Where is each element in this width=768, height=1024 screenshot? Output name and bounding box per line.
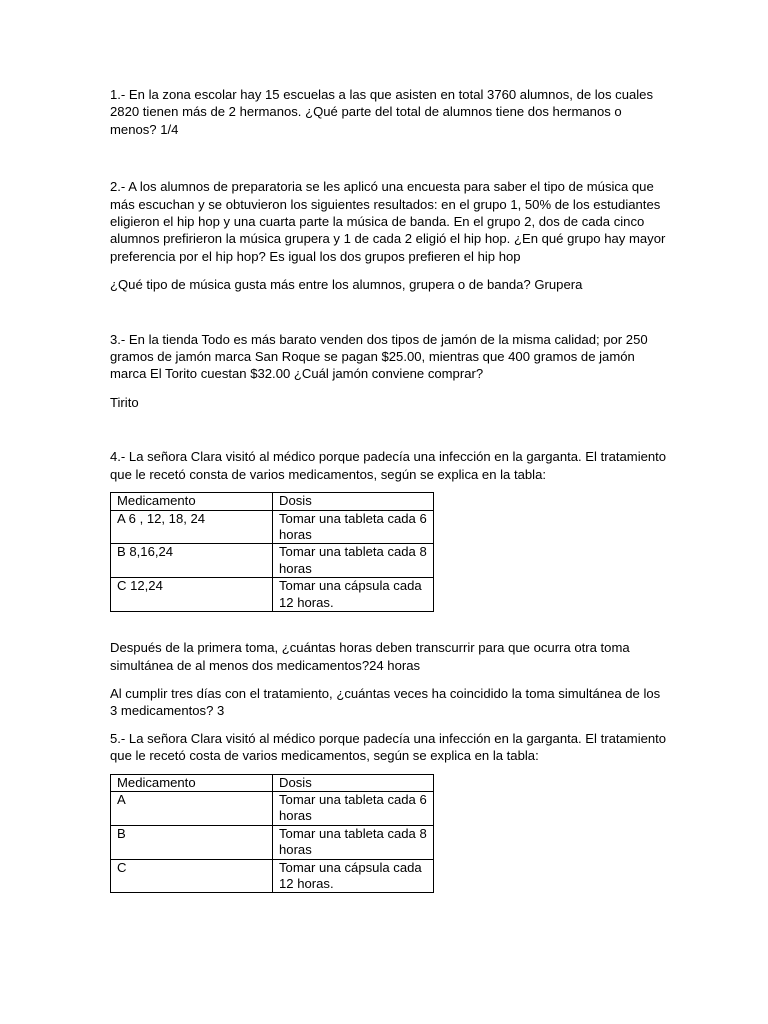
table-cell: C 12,24 [111, 578, 273, 612]
table-cell: A [111, 791, 273, 825]
question-3-answer: Tirito [110, 394, 139, 410]
question-4-followup-2: Al cumplir tres días con el tratamiento, ¿cuántas veces ha coincidido la toma simultánea de los 3 medicamentos? 3 [110, 685, 661, 719]
table-cell: Tomar una cápsula cada 12 horas. [273, 578, 434, 612]
table-header-cell: Dosis [273, 493, 434, 510]
table-row [111, 791, 434, 825]
table-cell: C [111, 859, 273, 893]
question-4-followup-1: Después de la primera toma, ¿cuántas horas deben transcurrir para que ocurra otra toma simultánea de al menos dos medicamentos?24 horas [110, 639, 630, 673]
table-row [111, 859, 434, 893]
table-row [111, 578, 434, 612]
table-cell: Tomar una tableta cada 8 horas [273, 825, 434, 859]
question-4: 4.- La señora Clara visitó al médico porque padecía una infección en la garganta. El tratamiento que le recetó consta de varios medicamentos, según se explica en la tabla: [110, 449, 667, 482]
question-5: 5.- La señora Clara visitó al médico porque padecía una infección en la garganta. El tratamiento que le recetó costa de varios medicamentos, según se explica en la tabla: [110, 730, 667, 764]
question-2-followup: ¿Qué tipo de música gusta más entre los alumnos, grupera o de banda? Grupera [110, 277, 583, 293]
table-row [111, 544, 434, 578]
table-cell: A 6 , 12, 18, 24 [111, 510, 273, 544]
table-row [111, 510, 434, 544]
table-cell: B 8,16,24 [111, 544, 273, 578]
table-row [111, 825, 434, 859]
table-cell: Tomar una tableta cada 6 horas [273, 510, 434, 544]
table-header-cell: Medicamento [111, 493, 273, 510]
medication-table-4 [110, 492, 434, 612]
medication-table-5 [110, 774, 434, 894]
table-cell: B [111, 825, 273, 859]
table-cell: Tomar una tableta cada 8 horas [273, 544, 434, 578]
document-page [110, 86, 670, 893]
table-header-cell: Dosis [273, 774, 434, 791]
question-3: 3.- En la tienda Todo es más barato venden dos tipos de jamón de la misma calidad; por 250 gramos de jamón marca San Roque se pagan $25.00, mientras que 400 gramos de jamón marca El Torito cuestan $32.00 ¿Cuál jamón conviene comprar? [110, 331, 648, 382]
table-cell: Tomar una cápsula cada 12 horas. [273, 859, 434, 893]
table-header-row [111, 493, 434, 510]
question-1: 1.- En la zona escolar hay 15 escuelas a las que asisten en total 3760 alumnos, de los cuales 2820 tienen más de 2 hermanos. ¿Qué parte del total de alumnos tiene dos hermanos o menos? 1/4 [110, 87, 654, 137]
question-2: 2.- A los alumnos de preparatoria se les aplicó una encuesta para saber el tipo de música que más escuchan y se obtuvieron los siguientes resultados: en el grupo 1, 50% de los estudiantes eligieron el hip hop y una cuarta parte la música de banda. En el grupo 2, dos de cada cinco alumnos prefirieron la música grupera y 1 de cada 2 eligió el hip hop. ¿En qué grupo hay mayor preferencia por el hip hop? Es igual los dos grupos prefieren el hip hop [110, 179, 666, 264]
table-cell: Tomar una tableta cada 6 horas [273, 791, 434, 825]
table-header-cell: Medicamento [111, 774, 273, 791]
table-header-row [111, 774, 434, 791]
